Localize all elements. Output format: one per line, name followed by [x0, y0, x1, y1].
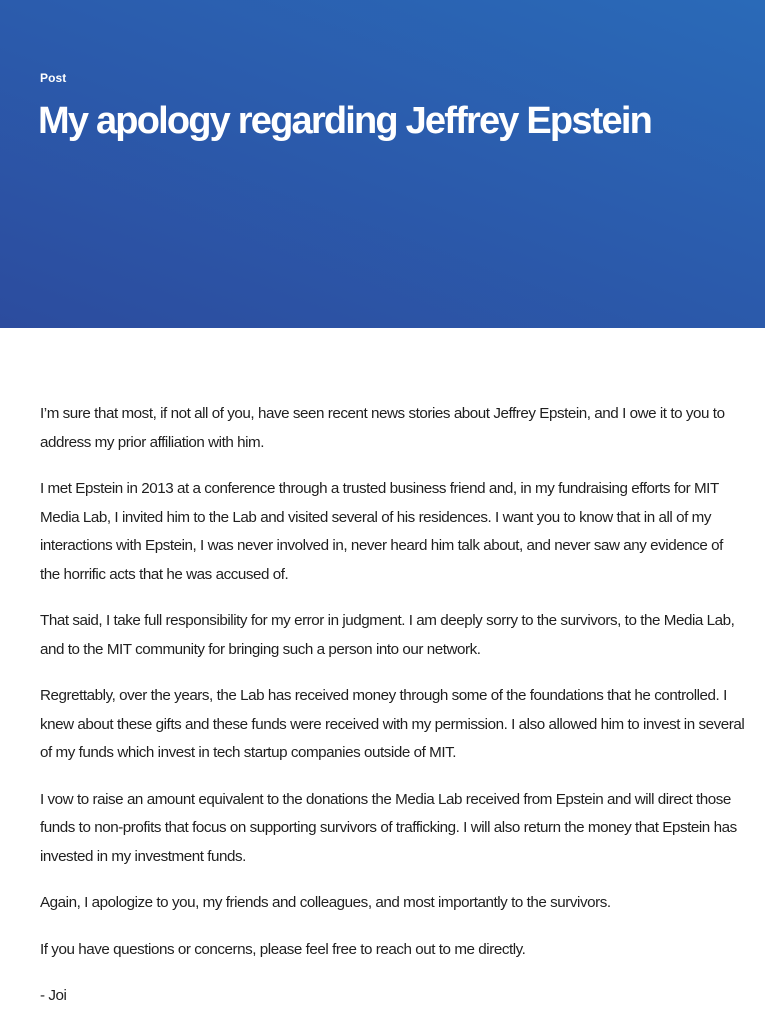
signature: - Joi	[40, 987, 67, 1004]
post-body	[40, 400, 745, 1029]
post-title: My apology regarding Jeffrey Epstein	[38, 100, 652, 142]
paragraph-5: I vow to raise an amount equivalent to the donations the Media Lab received from Epstein and will direct those funds to non-profits that focus on supporting survivors of trafficking. I will also return the money that Epstein has invested in my investment funds.	[40, 790, 737, 865]
post-type-label: Post	[40, 71, 67, 85]
post-hero-banner	[0, 0, 765, 328]
paragraph-1: I’m sure that most, if not all of you, have seen recent news stories about Jeffrey Epstein, and I owe it to you to address my prior affiliation with him.	[40, 405, 725, 451]
paragraph-7: If you have questions or concerns, please feel free to reach out to me directly.	[40, 940, 526, 958]
paragraph-2: I met Epstein in 2013 at a conference through a trusted business friend and, in my fundraising efforts for MIT Media Lab, I invited him to the Lab and visited several of his residences. I want you to know that in all of my interactions with Epstein, I was never involved in, never heard him talk about, and never saw any evidence of the horrific acts that he was accused of.	[40, 480, 723, 583]
paragraph-3: That said, I take full responsibility for my error in judgment. I am deeply sorry to the survivors, to the Media Lab, and to the MIT community for bringing such a person into our network.	[40, 612, 735, 658]
paragraph-4: Regrettably, over the years, the Lab has received money through some of the foundations that he controlled. I knew about these gifts and these funds were received with my permission. I also allowed him to invest in several of my funds which invest in tech startup companies outside of MIT.	[40, 687, 745, 761]
paragraph-6: Again, I apologize to you, my friends and colleagues, and most importantly to the survivors.	[40, 894, 611, 911]
